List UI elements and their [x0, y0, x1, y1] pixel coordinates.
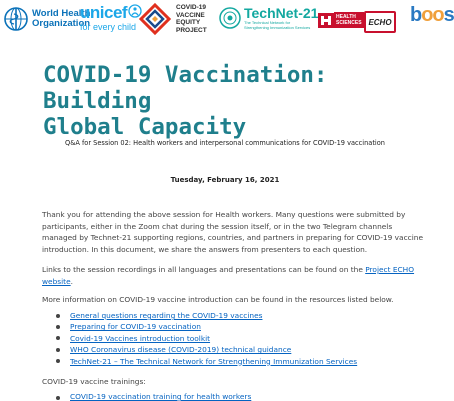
boost-wordmark [410, 4, 454, 27]
echo-logo [364, 11, 396, 33]
resource-item [56, 333, 357, 344]
recordings-paragraph [42, 264, 427, 287]
resource-item [56, 321, 357, 332]
health-sciences-emblem-icon [318, 13, 334, 28]
resource-item [56, 356, 357, 367]
resources-intro: More information on COVID-19 vaccine introduction can be found in the resources listed below. [42, 295, 394, 304]
technet-globe-icon [219, 7, 241, 29]
health-sciences-logo [318, 12, 364, 28]
resource-link-toolkit[interactable]: Covid-19 Vaccines introduction toolkit [70, 333, 211, 343]
who-line2: Organization [32, 18, 91, 29]
trainings-intro: COVID-19 vaccine trainings: [42, 377, 146, 386]
boost-letter-s: s [443, 4, 454, 26]
cvep-line1: COVID-19 [176, 4, 206, 11]
cvep-wordmark [176, 4, 207, 34]
unicef-wordmark [80, 4, 142, 21]
who-line1: World Health [32, 8, 91, 19]
unicef-logo [80, 4, 142, 32]
technet-wordmark [244, 6, 318, 30]
hs-line1: HEALTH [336, 14, 356, 20]
resource-link-technet21[interactable]: TechNet-21 – The Technical Network for Strengthening Immunization Services [70, 356, 358, 366]
session-date: Tuesday, February 16, 2021 [170, 176, 280, 184]
title-line1: COVID-19 Vaccination: Building [43, 62, 328, 114]
who-logo [3, 6, 90, 32]
health-sciences-wordmark [334, 12, 364, 28]
document-title [43, 62, 443, 140]
cvep-line3: EQUITY [176, 19, 201, 26]
training-link-health-workers[interactable]: COVID-19 vaccination training for health workers [56, 392, 251, 401]
cvep-emblem-icon [138, 3, 172, 35]
covid-vaccine-equity-project-logo [138, 3, 207, 35]
intro-paragraph: Thank you for attending the above session for Health workers. Many questions were submitted by participants, either in the Zoom chat during the session itself, or in the two Telegram channels managed by Technet-21 supporting regions, countries, and partners in preparing for COVID-19 vaccine introduction. In this document, we share the answers from presenters to each question. [42, 210, 423, 254]
technet-subtitle-1: The Technical Network for [244, 20, 291, 25]
project-echo-website-link[interactable]: Project ECHO website [42, 265, 415, 286]
resource-link-preparing[interactable]: Preparing for COVID-19 vaccination [70, 322, 201, 332]
hs-line2: SCIENCES [336, 20, 362, 26]
session-subtitle: Q&A for Session 02: Health workers and interpersonal communications for COVID-19 vaccination [65, 139, 385, 147]
echo-wordmark: ECHO [368, 17, 392, 27]
technet21-logo [219, 6, 318, 30]
cvep-line4: PROJECT [176, 26, 207, 34]
boost-letter-b: b [410, 4, 422, 26]
cvep-line2: VACCINE [176, 11, 205, 19]
resource-link-who-guidance[interactable]: WHO Coronavirus disease (COVID-2019) technical guidance [70, 345, 292, 355]
resources-list [56, 310, 357, 367]
recordings-period: . [70, 276, 73, 286]
unicef-tagline: for every child [80, 22, 137, 32]
resource-link-general-questions[interactable]: General questions regarding the COVID-19 vaccines [70, 311, 263, 320]
technet-name: TechNet-21 [244, 5, 319, 21]
recordings-text: Links to the session recordings in all languages and presentations can be found on the [42, 265, 366, 274]
unicef-name: unicef [80, 3, 128, 22]
technet-subtitle-2: Strengthening Immunization Services [244, 25, 311, 30]
partner-logo-strip [0, 0, 454, 46]
boost-logo [410, 4, 454, 27]
resource-item [56, 310, 357, 321]
boost-letters-oo: oo [421, 4, 444, 26]
resource-item [56, 344, 357, 355]
title-line2: Global Capacity [43, 114, 247, 140]
who-emblem-icon [3, 6, 29, 32]
